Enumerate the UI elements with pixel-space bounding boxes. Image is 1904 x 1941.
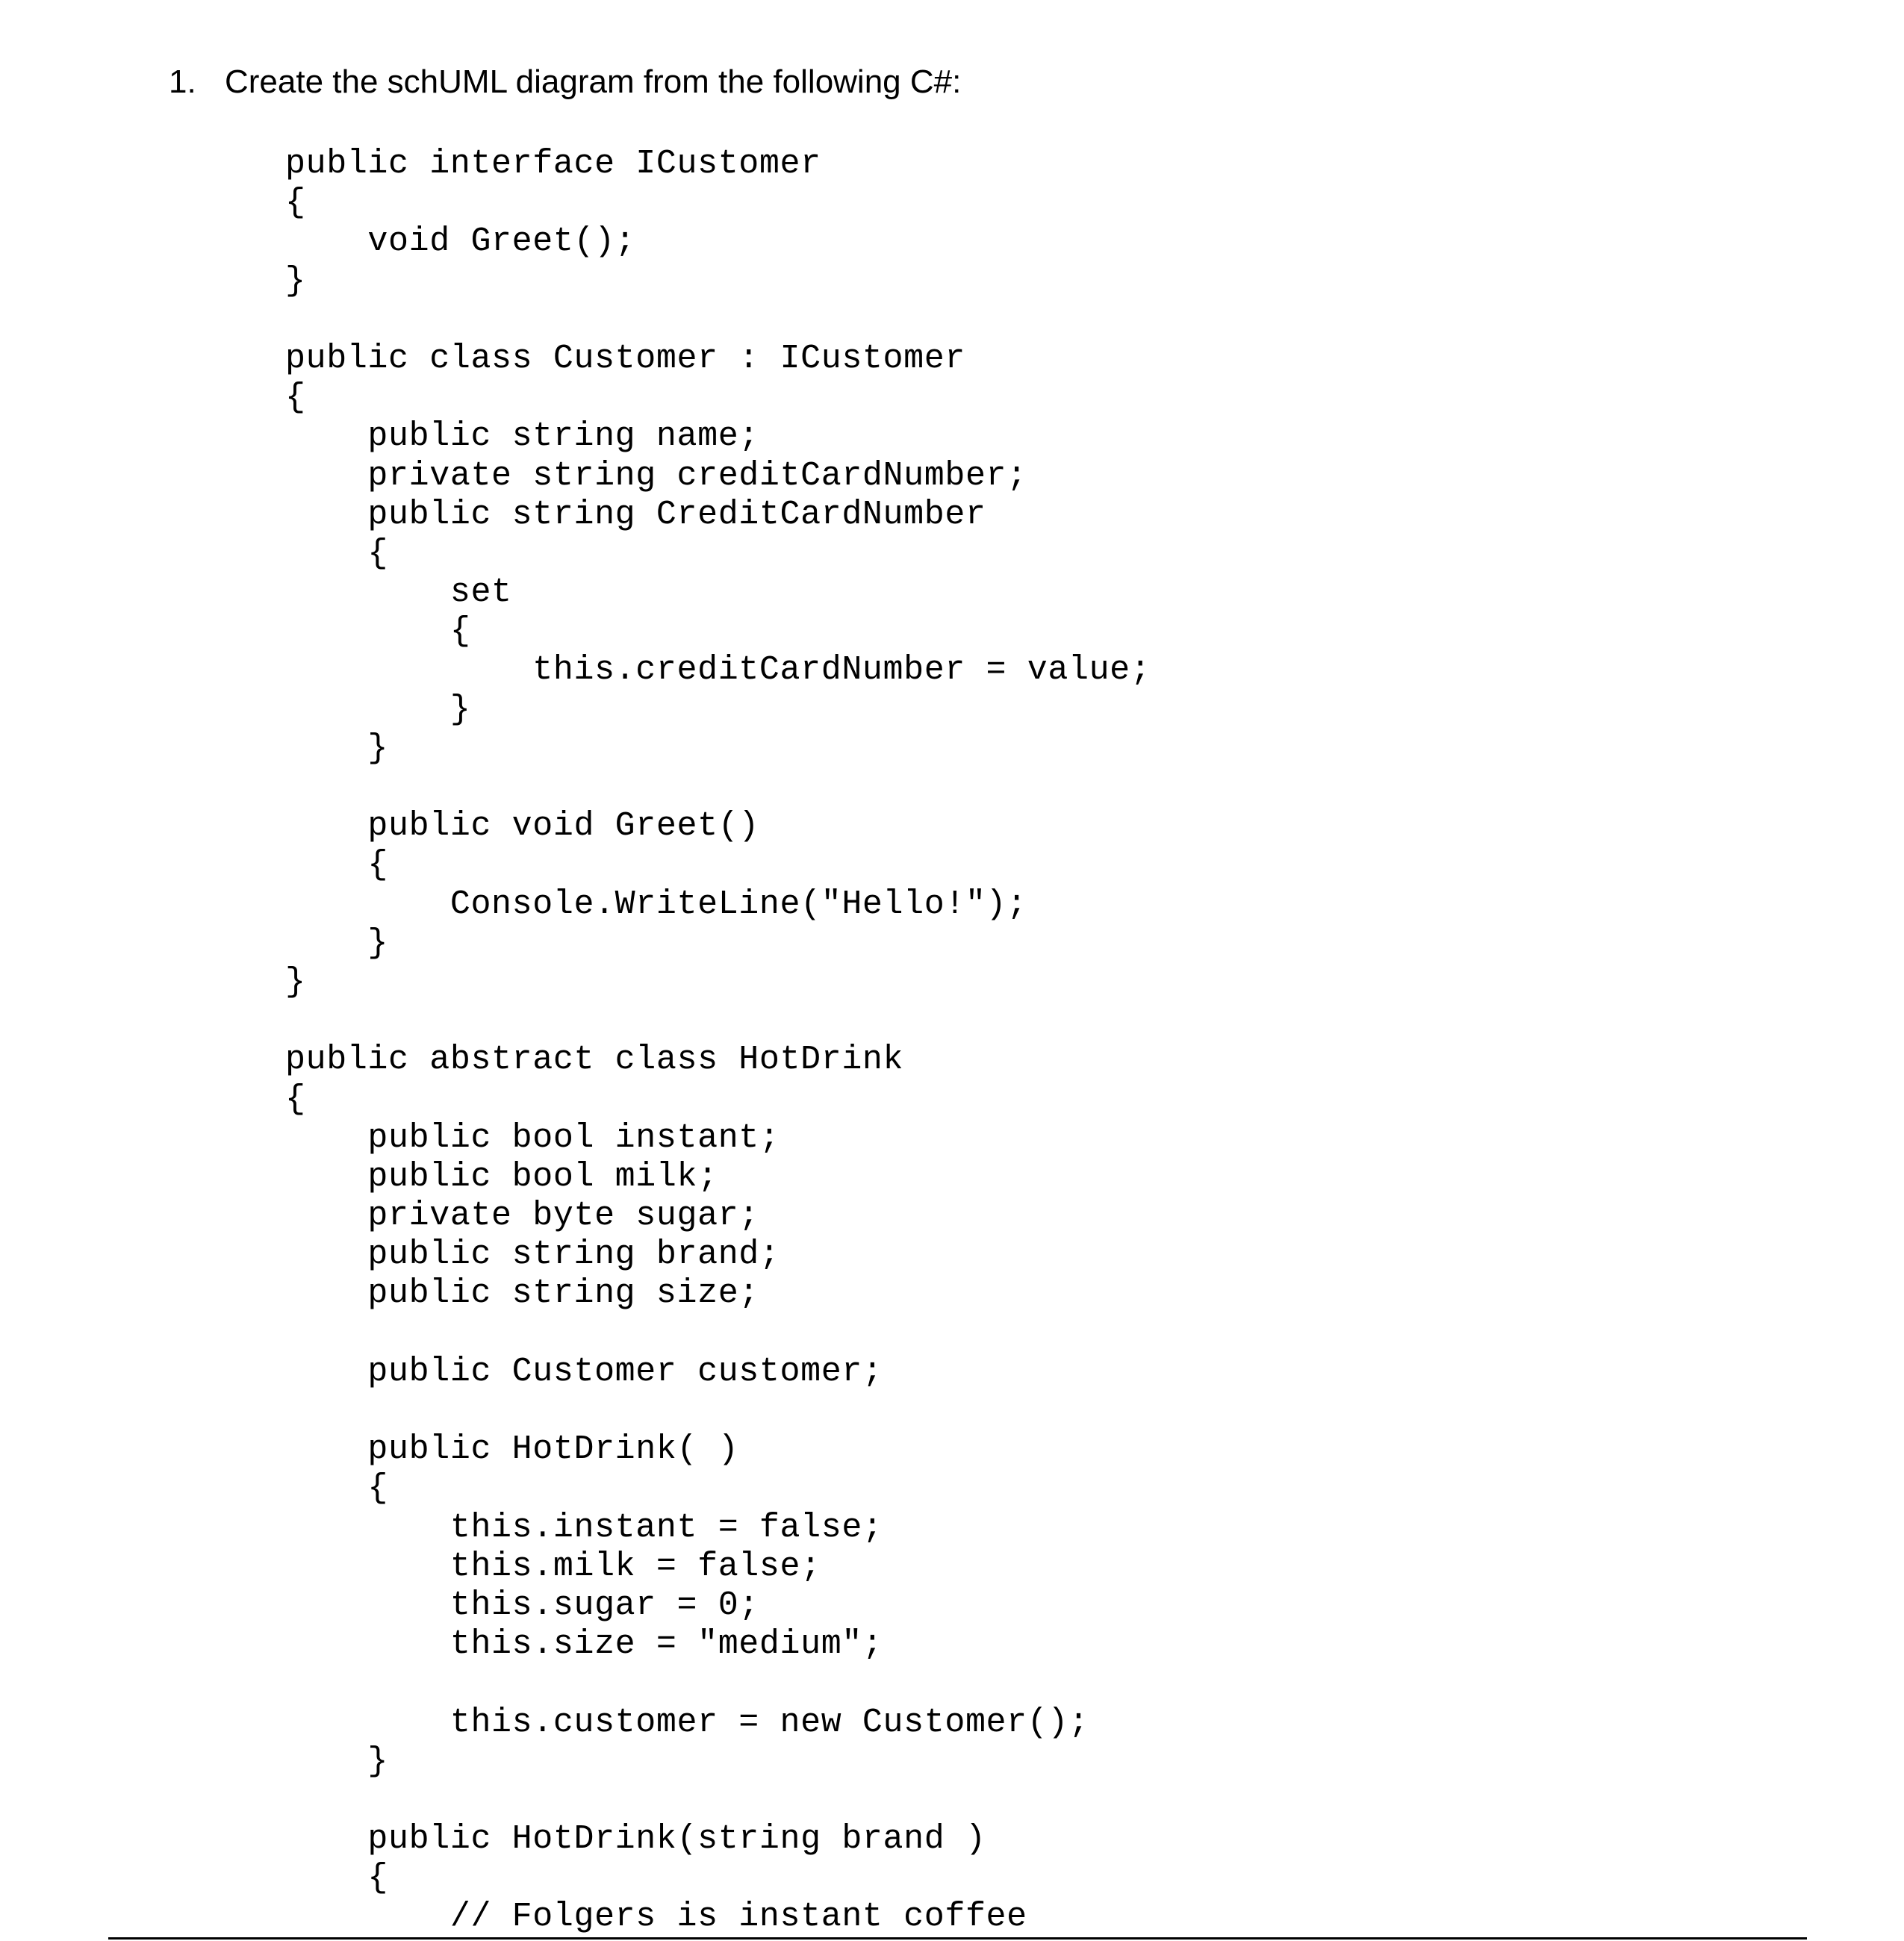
code-line: } [285, 923, 389, 962]
code-line: public interface ICustomer [285, 145, 821, 183]
question-text: Create the schUML diagram from the following C#: [225, 63, 962, 100]
code-line: public bool milk; [285, 1157, 718, 1196]
code-line: public void Greet() [285, 807, 759, 846]
code-line: public HotDrink( ) [285, 1430, 739, 1469]
code-line: this.size = "medium"; [285, 1625, 883, 1664]
code-line: } [285, 729, 389, 767]
code-line: this.milk = false; [285, 1547, 821, 1586]
code-line: { [285, 184, 306, 222]
code-line: { [285, 1469, 389, 1508]
code-line: public Customer customer; [285, 1352, 883, 1391]
page-divider [108, 1937, 1807, 1940]
code-line: this.customer = new Customer(); [285, 1703, 1089, 1742]
code-line [285, 768, 1151, 807]
code-line [285, 1314, 1151, 1353]
code-line: this.instant = false; [285, 1508, 883, 1547]
code-line: public string brand; [285, 1236, 780, 1274]
code-line: { [285, 1079, 306, 1118]
code-line: private byte sugar; [285, 1197, 759, 1236]
code-line: Console.WriteLine("Hello!"); [285, 885, 1027, 923]
code-line: { [285, 612, 471, 651]
code-line [285, 1781, 1151, 1820]
code-line: } [285, 1742, 389, 1780]
code-line: void Greet(); [285, 222, 636, 261]
code-line: public string name; [285, 417, 759, 456]
question-heading [169, 60, 961, 105]
code-line: // Folgers is instant coffee [285, 1898, 1027, 1937]
code-line: public abstract class HotDrink [285, 1041, 904, 1079]
code-line: public class Customer : ICustomer [285, 339, 965, 378]
code-line [285, 1392, 1151, 1430]
code-line: } [285, 962, 306, 1001]
code-line: { [285, 378, 306, 417]
code-line [285, 301, 1151, 340]
code-line: private string creditCardNumber; [285, 456, 1027, 495]
code-line: } [285, 690, 471, 729]
code-line: public string CreditCardNumber [285, 495, 986, 534]
code-line: } [285, 261, 306, 300]
code-listing [285, 145, 1151, 1937]
code-line: public string size; [285, 1274, 759, 1313]
code-line [285, 1664, 1151, 1703]
code-line: this.sugar = 0; [285, 1586, 759, 1624]
code-line: { [285, 1859, 389, 1898]
question-number: 1. [169, 63, 196, 100]
code-line: { [285, 534, 389, 573]
code-line: { [285, 846, 389, 885]
code-line [285, 1002, 1151, 1041]
code-line: public HotDrink(string brand ) [285, 1820, 986, 1859]
code-line: this.creditCardNumber = value; [285, 651, 1151, 690]
code-line: public bool instant; [285, 1118, 780, 1157]
code-line: set [285, 573, 512, 612]
